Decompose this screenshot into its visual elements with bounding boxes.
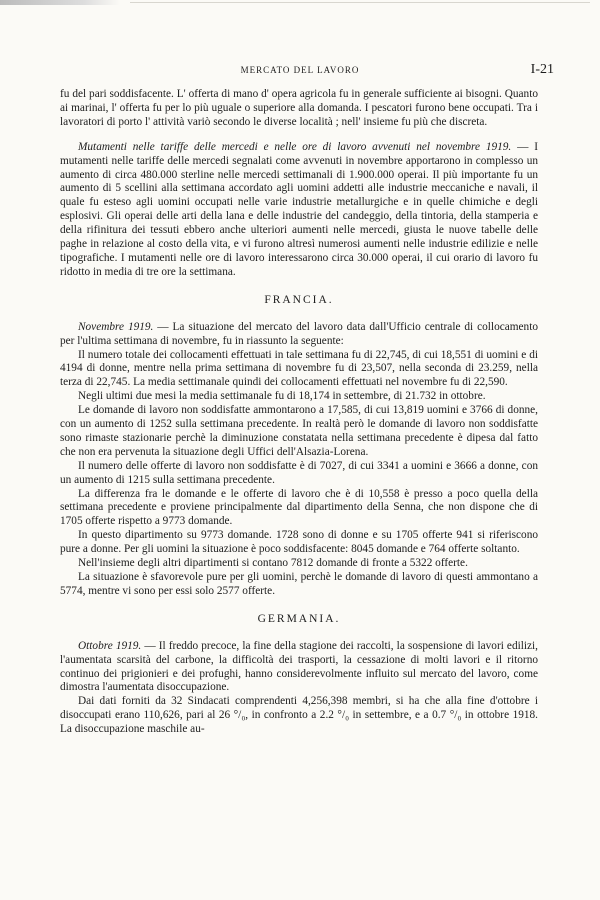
francia-intro: — La situazione del mercato del lavoro data dall'Ufficio centrale di collocamento per l'ultima settimana di novembre, fu in riassunto la seguente:: [60, 320, 538, 347]
francia-paragraph: Nell'insieme degli altri dipartimenti si contano 7812 domande di fronte a 5322 offerte.: [78, 557, 468, 570]
spacer: [60, 130, 538, 141]
body-text: [60, 88, 538, 737]
mutamenti-paragraph: [60, 141, 538, 280]
germania-intro: — Il freddo precoce, la fine della stagione dei raccolti, la sospensione di lavori edilizi, l'aumentata scarsità del carbone, la difficoltà dei trasporti, la cessazione di molti lavori e il ritorno continuo dei prigionieri e dei profughi, hanno considerevolmente influito sul mercato del lavoro, come dimostra l'aumentata disoccupazione.: [60, 639, 538, 694]
germania-paragraph: Dai dati forniti da 32 Sindacati comprendenti 4,256,398 membri, si ha che alla fine d'ottobre i disoccupati erano 110,626, pari al 26 °/₀, in confronto a 2.2 °/₀ in settembre, e a 0.7 °/₀ in ottobre 1918. La disoccupazione maschile au-: [60, 695, 538, 736]
francia-paragraph: Negli ultimi due mesi la media settimanale fu di 18,174 in settembre, di 21.732 in ottobre.: [78, 390, 486, 403]
mutamenti-text: — I mutamenti nelle tariffe delle mercedi segnalati come avvenuti in novembre apportarono in complesso un aumento di circa 480.000 sterline nelle mercedi settimanali di 1.900.000 operai. Il più importante fu un aumento di 5 scellini alla settimana accordato agli uomini addetti alle industrie meccaniche e navali, il quale fu esteso agli uomini occupati nelle varie industrie metallurgiche e in quelle chimiche e degli esplosivi. Gli operai delle arti della lana e delle industrie del candeggio, della tintoria, della stamperia e della rifinitura dei tessuti ebbero anche ulteriori aumenti nelle mercedi, giusta le nuove tabelle delle paghe in relazione al costo della vita, e vi furono altresì numerosi aumenti nelle industrie edilizie e nelle tipografiche. I mutamenti nelle ore di lavoro interessarono circa 30.000 operai, il cui orario di lavoro fu ridotto in media di tre ore la settimana.: [60, 140, 538, 278]
section-heading-francia: FRANCIA.: [264, 293, 334, 306]
running-head: [0, 62, 600, 82]
running-title: MERCATO DEL LAVORO: [240, 65, 360, 75]
page-number: I-21: [530, 62, 554, 77]
scan-edge-rule: [130, 2, 590, 3]
francia-paragraph: Le domande di lavoro non soddisfatte ammontarono a 17,585, di cui 13,819 uomini e 3766 di donne, con un aumento di 1252 sulla settimana precedente. In realtà però le domande di lavoro non soddisfatte sono rimaste stazionarie perchè la diminuzione constatata nella settimana precedente è dipesa dal fatto che non era pervenuta la situazione degli Uffici dell'Alsazia-Lorena.: [60, 404, 538, 458]
paragraph-continuation: fu del pari soddisfacente. L' offerta di mano d' opera agricola fu in generale sufficiente ai bisogni. Quanto ai marinai, l' offerta fu per lo più uguale o superiore alla domanda. I pescatori furono bene occupati. Tra i lavoratori di porto l' attività variò secondo le diverse località ; nell' insieme fu più che discreta.: [60, 88, 538, 128]
francia-paragraph: La differenza fra le domande e le offerte di lavoro che è di 10,558 è presso a poco quella della settimana precedente e proviene principalmente dal dipartimento della Senna, che non dispone che di 1705 offerte rispetto a 9773 domande.: [60, 487, 538, 528]
francia-intro-paragraph: [60, 321, 538, 349]
francia-lead: Novembre 1919.: [78, 320, 154, 333]
francia-paragraph: Il numero delle offerte di lavoro non soddisfatte è di 7027, di cui 3341 a uomini e 3666 a donne, con un aumento di 1215 sulla settimana precedente.: [60, 459, 538, 486]
francia-paragraph: Il numero totale dei collocamenti effettuati in tale settimana fu di 22,745, di cui 18,551 di uomini e di 4194 di donne, mentre nella prima settimana di novembre fu di 23,507, nella seconda di 23.259, nella terza di 22,745. La media settimanale quindi dei collocamenti effettuati nel novembre fu di 22,590.: [60, 348, 538, 389]
francia-paragraph: In questo dipartimento su 9773 domande. 1728 sono di donne e su 1705 offerte 941 si riferiscono pure a donne. Per gli uomini la situazione è poco soddisfacente: 8045 domande e 764 offerte soltanto.: [60, 529, 538, 556]
mutamenti-lead: Mutamenti nelle tariffe delle mercedi e nelle ore di lavoro avvenuti nel novembre 1919.: [78, 140, 512, 153]
scan-edge-mark: [0, 0, 120, 5]
section-heading-germania: GERMANIA.: [257, 612, 341, 625]
germania-lead: Ottobre 1919.: [78, 639, 142, 652]
germania-intro-paragraph: [60, 640, 538, 696]
francia-paragraph: La situazione è sfavorevole pure per gli uomini, perchè le domande di lavoro di questi ammontano a 5774, mentre vi sono per essi solo 2577 offerte.: [60, 571, 538, 597]
